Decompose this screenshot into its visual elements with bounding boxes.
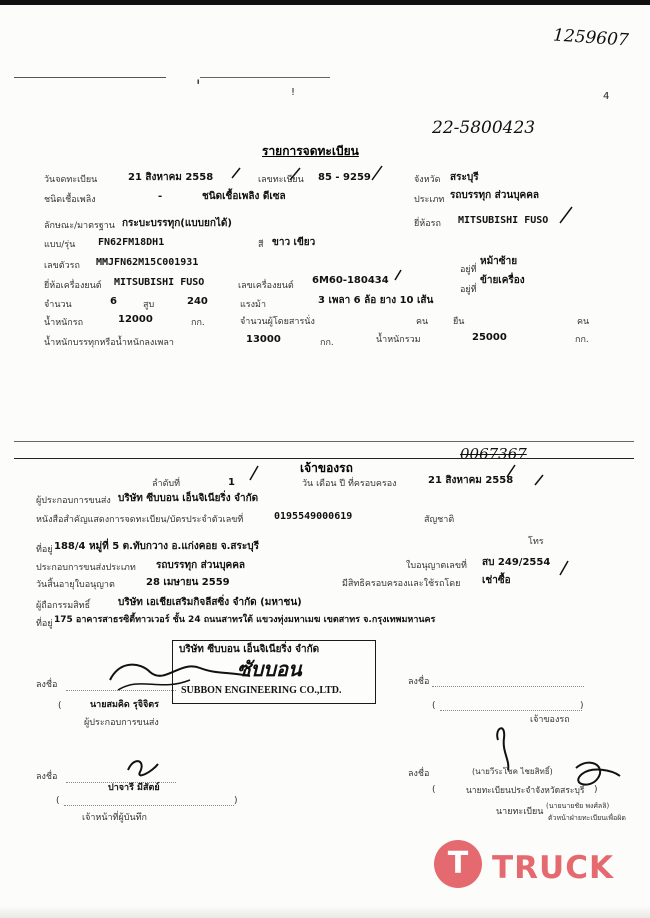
nationality-label: สัญชาติ bbox=[424, 515, 455, 525]
stamp-script-name: ซับบอน bbox=[237, 657, 302, 681]
reg-date-label: วันจดทะเบียน bbox=[44, 175, 98, 185]
expiry-value: 28 เมษายน 2559 bbox=[146, 577, 230, 588]
sign-role-right-2: นายทะเบียน bbox=[496, 807, 544, 817]
possession-type-value: เช่าซื้อ bbox=[482, 575, 511, 586]
sign-label-left-2: ลงชื่อ bbox=[36, 772, 58, 782]
engine-location-label: อยู่ที่ bbox=[460, 285, 477, 295]
owner-address-value: 175 อาคารสาธรซิตี้ทาวเวอร์ ชั้น 24 ถนนสาทรใต้ แขวงทุ่งมหาเมฆ เขตสาทร จ.กรุงเทพมหานคร bbox=[54, 615, 436, 625]
reg-date-value: 21 สิงหาคม 2558 bbox=[128, 172, 214, 183]
province-value: สระบุรี bbox=[450, 172, 479, 183]
handwritten-doc-number: 1259607 bbox=[552, 25, 630, 51]
sign-label-left-1: ลงชื่อ bbox=[36, 680, 58, 690]
type-label: ประเภท bbox=[414, 195, 445, 205]
owner-address-label: ที่อยู่ bbox=[36, 619, 53, 629]
person-unit-1: คน bbox=[416, 317, 429, 327]
power-label: แรงม้า bbox=[240, 300, 267, 310]
operator-label: ผู้ประกอบการขนส่ง bbox=[36, 496, 111, 506]
chassis-location-value: หม้าซ้าย bbox=[480, 256, 518, 267]
license-value: สบ 249/2554 bbox=[482, 557, 551, 568]
sign-sub2-right-2: ตัวหน้าฝ่ายทะเบียนเพื่อผิด bbox=[548, 814, 626, 822]
model-label: แบบ/รุ่น bbox=[44, 240, 76, 250]
engine-no-label: เลขเครื่องยนต์ bbox=[238, 281, 294, 291]
style-label: ลักษณะ/มาตรฐาน bbox=[44, 221, 115, 231]
fuel-dash: - bbox=[158, 191, 163, 202]
punch-mark: ' bbox=[196, 76, 201, 95]
owner-label: ผู้ถือกรรมสิทธิ์ bbox=[36, 601, 91, 611]
punch-mark-2: ! bbox=[291, 87, 296, 98]
axle-value: 3 เพลา 6 ล้อ ยาง 10 เส้น bbox=[318, 295, 434, 306]
cc-value: 240 bbox=[187, 296, 208, 307]
kg-unit-3: กก. bbox=[575, 335, 589, 345]
id-value: 0195549000619 bbox=[274, 511, 353, 522]
weight-value: 12000 bbox=[118, 314, 153, 325]
paren-open-right-2: ( bbox=[432, 785, 436, 795]
style-value: กระบะบรรทุก(แบบยกได้) bbox=[122, 218, 232, 229]
truck-logo-text: TRUCK bbox=[492, 850, 614, 886]
sign-label-right-1: ลงชื่อ bbox=[408, 677, 430, 687]
plate-label: เลขทะเบียน bbox=[258, 175, 304, 185]
weight-label: น้ำหนักรถ bbox=[44, 318, 84, 328]
seq-value: 1 bbox=[228, 477, 235, 488]
brand-label: ยี่ห้อรถ bbox=[414, 219, 441, 229]
expiry-label: วันสิ้นอายุใบอนุญาต bbox=[36, 580, 115, 590]
sign-title-right-2: นายทะเบียนประจำจังหวัดสระบุรี bbox=[466, 786, 585, 796]
sign-name-line-right-1 bbox=[440, 710, 582, 711]
registration-doc-number: 22-5800423 bbox=[432, 118, 536, 138]
sign-name-left-1: นายสมคิด รุจิจิตร bbox=[90, 700, 159, 710]
cylinders-value: 6 bbox=[110, 296, 117, 307]
kg-unit-1: กก. bbox=[191, 318, 205, 328]
page-number: 4 bbox=[603, 91, 610, 102]
operator-value: บริษัท ซีบบอน เอ็นจิเนียริ่ง จำกัด bbox=[118, 493, 259, 504]
type-value: รถบรรทุก ส่วนบุคคล bbox=[450, 190, 540, 201]
sign-role-right-1: เจ้าของรถ bbox=[530, 715, 570, 725]
paren-open-left-1: ( bbox=[58, 701, 62, 711]
owner-title: เจ้าของรถ bbox=[300, 461, 353, 475]
phone-label: โทร bbox=[528, 537, 544, 547]
load-label: น้ำหนักบรรทุกหรือน้ำหนักลงเพลา bbox=[44, 338, 174, 348]
truck-logo-letter: T bbox=[447, 846, 469, 881]
paren-close-left-2: ) bbox=[234, 796, 238, 806]
address-value: 188/4 หมู่ที่ 5 ต.ทับกวาง อ.แก่งคอย จ.สระบุรี bbox=[54, 541, 259, 552]
engine-brand-value: MITSUBISHI FUSO bbox=[114, 277, 205, 288]
id-label: หนังสือสำคัญแสดงการจดทะเบียน/บัตรประจำตัวเลขที่ bbox=[36, 515, 244, 525]
gross-label: น้ำหนักรวม bbox=[376, 335, 421, 345]
brand-value: MITSUBISHI FUSO bbox=[458, 215, 549, 226]
paren-open-left-2: ( bbox=[56, 796, 60, 806]
stamp-company-english: SUBBON ENGINEERING CO.,LTD. bbox=[181, 685, 342, 696]
registration-title: รายการจดทะเบียน bbox=[262, 144, 359, 158]
owner-doc-number: 0067367 bbox=[460, 445, 527, 463]
sign-sub-right-2: (นายนายชัย พงศ์ลลิ) bbox=[546, 802, 610, 810]
possession-date-label: วัน เดือน ปี ที่ครอบครอง bbox=[302, 479, 397, 489]
sign-name-left-2: ปาจารี มีสัตย์ bbox=[108, 783, 160, 793]
person-unit-2: คน bbox=[577, 317, 590, 327]
sign-name-line-left-2 bbox=[64, 805, 234, 806]
plate-value: 85 - 9259 bbox=[318, 172, 371, 183]
province-label: จังหวัด bbox=[414, 175, 441, 185]
gross-value: 25000 bbox=[472, 332, 507, 343]
license-label: ใบอนุญาตเลขที่ bbox=[406, 561, 467, 571]
fuel-value: ชนิดเชื้อเพลิง ดีเซล bbox=[202, 191, 286, 202]
seq-label: ลำดับที่ bbox=[152, 479, 181, 489]
engine-no-value: 6M60-180434 bbox=[312, 275, 389, 286]
sign-line-right-1 bbox=[432, 686, 584, 687]
scan-bottom-edge bbox=[0, 906, 650, 918]
sign-line-left-1 bbox=[66, 690, 176, 691]
seats-label: จำนวนผู้โดยสารนั่ง bbox=[240, 317, 315, 327]
chassis-location-label: อยู่ที่ bbox=[460, 265, 477, 275]
sign-name-right-2: (นายวีระโชค ไชยสิทธิ์) bbox=[472, 767, 553, 776]
possession-date-value: 21 สิงหาคม 2558 bbox=[428, 475, 514, 486]
transport-type-label: ประกอบการขนส่งประเภท bbox=[36, 563, 136, 573]
paren-close-right-2: ) bbox=[594, 785, 598, 795]
color-label: สี bbox=[258, 240, 264, 250]
engine-location-value: ข้ายเครื่อง bbox=[480, 275, 525, 286]
model-value: FN62FM18DH1 bbox=[98, 237, 165, 248]
chassis-value: MMJFN62M15C001931 bbox=[96, 257, 199, 268]
paren-close-right-1: ) bbox=[580, 701, 584, 711]
stand-label: ยืน bbox=[453, 317, 465, 327]
transport-type-value: รถบรรทุก ส่วนบุคคล bbox=[156, 560, 246, 571]
possession-type-label: มีสิทธิครอบครองและใช้รถโดย bbox=[342, 579, 461, 589]
stamp-company-thai: บริษัท ซีบบอน เอ็นจิเนียริ่ง จำกัด bbox=[179, 644, 320, 655]
load-value: 13000 bbox=[246, 334, 281, 345]
address-label: ที่อยู่ bbox=[36, 545, 53, 555]
chassis-label: เลขตัวรถ bbox=[44, 261, 80, 271]
color-value: ขาว เขียว bbox=[272, 237, 316, 248]
count-label: จำนวน bbox=[44, 300, 72, 310]
paren-open-right-1: ( bbox=[432, 701, 436, 711]
sign-role-left-1: ผู้ประกอบการขนส่ง bbox=[84, 718, 159, 728]
kg-unit-2: กก. bbox=[320, 338, 334, 348]
sign-role-left-2: เจ้าหน้าที่ผู้บันทึก bbox=[82, 813, 147, 823]
cylinder-label: สูบ bbox=[143, 300, 155, 310]
sign-label-right-2: ลงชื่อ bbox=[408, 769, 430, 779]
fuel-label: ชนิดเชื้อเพลิง bbox=[44, 195, 96, 205]
owner-value: บริษัท เอเชียเสริมกิจลีสซิ่ง จำกัด (มหาชน) bbox=[118, 597, 302, 608]
engine-brand-label: ยี่ห้อเครื่องยนต์ bbox=[44, 281, 102, 291]
truck-logo-icon bbox=[434, 840, 482, 888]
